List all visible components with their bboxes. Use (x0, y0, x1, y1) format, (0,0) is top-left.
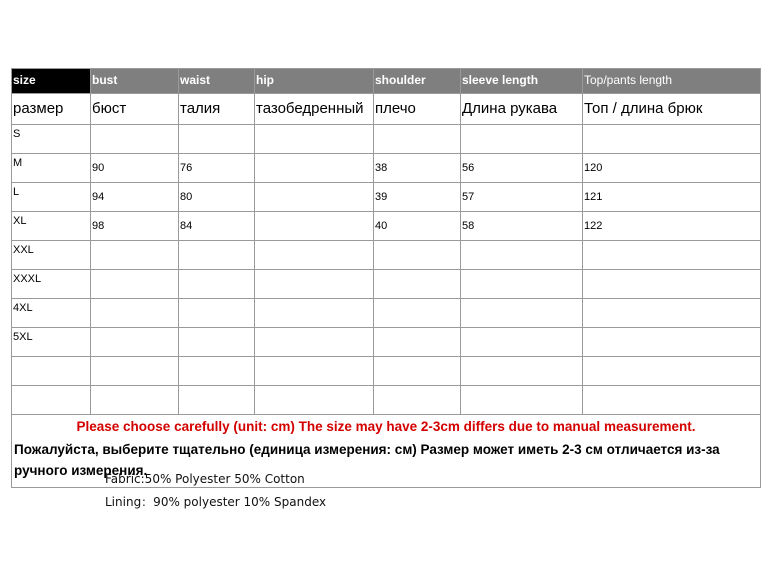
measurement-cell: 120 (583, 154, 761, 183)
measurement-cell (583, 270, 761, 299)
measurement-cell: 94 (91, 183, 179, 212)
table-row (12, 125, 761, 154)
header-row-en (12, 69, 761, 94)
header-cell-ru: Топ / длина брюк (583, 94, 761, 125)
measurement-cell (374, 241, 461, 270)
measurement-cell (374, 357, 461, 386)
measurement-cell (91, 270, 179, 299)
header-cell-ru: тазобедренный (255, 94, 374, 125)
header-cell-ru: размер (12, 94, 91, 125)
measurement-cell (255, 357, 374, 386)
measurement-cell (179, 270, 255, 299)
measurement-cell: 40 (374, 212, 461, 241)
measurement-cell (374, 386, 461, 415)
measurement-cell: 121 (583, 183, 761, 212)
measurement-cell (461, 386, 583, 415)
header-cell: size (12, 69, 91, 94)
header-cell-ru: Длина рукава (461, 94, 583, 125)
measurement-cell (374, 125, 461, 154)
measurement-cell (461, 241, 583, 270)
measurement-cell (179, 241, 255, 270)
measurement-cell: 84 (179, 212, 255, 241)
header-cell-ru: плечо (374, 94, 461, 125)
measurement-cell (583, 386, 761, 415)
measurement-cell (461, 328, 583, 357)
header-row-ru (12, 94, 761, 125)
header-cell: bust (91, 69, 179, 94)
size-cell: L (12, 183, 91, 212)
measurement-cell (583, 241, 761, 270)
measurement-cell (583, 299, 761, 328)
measurement-cell (255, 299, 374, 328)
header-cell: waist (179, 69, 255, 94)
header-cell: shoulder (374, 69, 461, 94)
measurement-cell (583, 357, 761, 386)
measurement-cell (583, 125, 761, 154)
measurement-cell (374, 270, 461, 299)
measurement-cell (91, 386, 179, 415)
header-cell: Top/pants length (583, 69, 761, 94)
size-cell: M (12, 154, 91, 183)
measurement-cell (461, 270, 583, 299)
measurement-cell (255, 154, 374, 183)
measurement-cell (461, 125, 583, 154)
header-cell: hip (255, 69, 374, 94)
measurement-cell (255, 386, 374, 415)
header-cell: sleeve length (461, 69, 583, 94)
size-cell: XXL (12, 241, 91, 270)
measurement-cell (255, 183, 374, 212)
measurement-cell: 58 (461, 212, 583, 241)
table-row (12, 241, 761, 270)
size-cell: XL (12, 212, 91, 241)
measurement-cell: 80 (179, 183, 255, 212)
measurement-cell (255, 270, 374, 299)
fabric-composition: Fabric:50% Polyester 50% Cotton (105, 472, 305, 486)
measurement-cell: 56 (461, 154, 583, 183)
lining-composition: Lining：90% polyester 10% Spandex (105, 495, 327, 509)
measurement-cell (255, 328, 374, 357)
size-cell: 5XL (12, 328, 91, 357)
notice-english: Please choose carefully (unit: cm) The size may have 2-3cm differs due to manual measurement. (76, 419, 696, 434)
size-cell (12, 357, 91, 386)
size-cell: 4XL (12, 299, 91, 328)
measurement-cell (255, 125, 374, 154)
size-cell: XXXL (12, 270, 91, 299)
table-row (12, 183, 761, 212)
measurement-cell (255, 241, 374, 270)
table-row (12, 328, 761, 357)
measurement-cell (91, 241, 179, 270)
table-row (12, 212, 761, 241)
measurement-cell (255, 212, 374, 241)
measurement-cell (179, 328, 255, 357)
header-cell-ru: бюст (91, 94, 179, 125)
measurement-cell (179, 357, 255, 386)
measurement-cell: 39 (374, 183, 461, 212)
measurement-cell (179, 125, 255, 154)
measurement-cell (91, 125, 179, 154)
measurement-cell (91, 357, 179, 386)
size-cell: S (12, 125, 91, 154)
measurement-cell (583, 328, 761, 357)
measurement-cell: 98 (91, 212, 179, 241)
measurement-cell (91, 299, 179, 328)
measurement-cell (461, 299, 583, 328)
measurement-cell (374, 328, 461, 357)
measurement-cell: 122 (583, 212, 761, 241)
measurement-cell (374, 299, 461, 328)
table-row (12, 357, 761, 386)
measurement-cell (91, 328, 179, 357)
header-cell-ru: талия (179, 94, 255, 125)
table-row (12, 270, 761, 299)
size-chart-table (11, 68, 761, 488)
notice-russian: Пожалуйста, выберите тщательно (единица измерения: см) Размер может иметь 2-3 см отличается из-за ручного измерения. (14, 441, 720, 478)
table-row (12, 299, 761, 328)
measurement-cell: 76 (179, 154, 255, 183)
measurement-cell: 57 (461, 183, 583, 212)
measurement-cell (179, 386, 255, 415)
measurement-cell (461, 357, 583, 386)
table-row (12, 154, 761, 183)
table-row (12, 386, 761, 415)
measurement-cell: 38 (374, 154, 461, 183)
size-cell (12, 386, 91, 415)
measurement-cell: 90 (91, 154, 179, 183)
measurement-cell (179, 299, 255, 328)
